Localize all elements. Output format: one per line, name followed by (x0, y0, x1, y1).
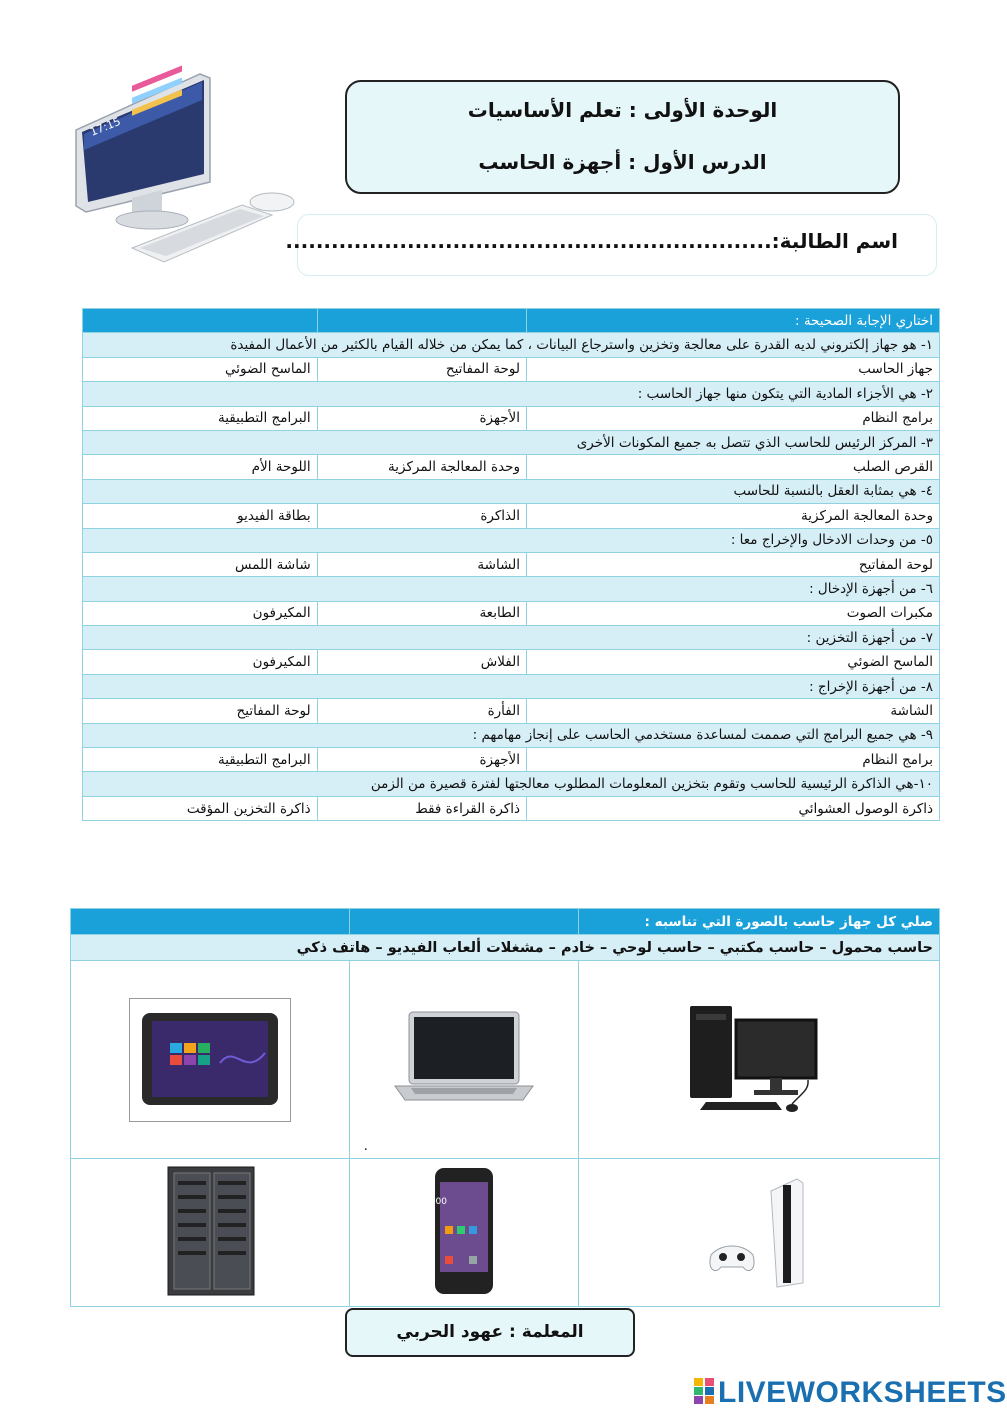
question-text: ١٠-هي الذاكرة الرئيسية للحاسب وتقوم بتخزين المعلومات المطلوب معالجتها لفترة قصيرة من الزمن (83, 772, 940, 796)
answer-option[interactable]: الأجهزة (317, 748, 526, 772)
question-row (83, 626, 940, 650)
answer-option[interactable]: شاشة اللمس (83, 552, 318, 576)
quiz-instruction: اختاري الإجابة الصحيحة : (527, 309, 940, 333)
student-name-field[interactable]: اسم الطالبة:................................................................ (285, 229, 898, 253)
quiz-header-row (83, 309, 940, 333)
word-bank: حاسب محمول – حاسب مكتبي – حاسب لوحي – خادم – مشغلات ألعاب الفيديو – هاتف ذكي (71, 935, 940, 961)
game-console-icon (699, 1171, 819, 1291)
laptop-icon (389, 1008, 539, 1108)
answer-option[interactable]: لوحة المفاتيح (317, 357, 526, 381)
question-row (83, 479, 940, 503)
student-name-box (285, 214, 937, 276)
options-row (83, 601, 940, 625)
image-row-2 (71, 1159, 940, 1307)
brand-logo-text: LIVEWORKSHEETS (718, 1376, 1007, 1409)
answer-option[interactable]: اللوحة الأم (83, 455, 318, 479)
options-row (83, 552, 940, 576)
answer-option[interactable]: الشاشة (527, 699, 940, 723)
mouse-icon (250, 193, 294, 211)
options-row (83, 455, 940, 479)
question-text: ٩- هي جميع البرامج التي صممت لمساعدة مستخدمي الحاسب على إنجاز مهامهم : (83, 723, 940, 747)
question-text: ٥- من وحدات الادخال والإخراج معا : (83, 528, 940, 552)
quiz-table (82, 308, 940, 821)
options-row (83, 406, 940, 430)
question-row (83, 430, 940, 454)
matching-instruction: صلي كل جهاز حاسب بالصورة التي تناسبه : (579, 909, 940, 935)
image-cell-console[interactable] (579, 1159, 940, 1307)
monitor-icon (76, 66, 210, 229)
liveworksheets-logo-icon (694, 1378, 714, 1404)
options-row (83, 796, 940, 820)
answer-option[interactable]: الطابعة (317, 601, 526, 625)
answer-option[interactable]: لوحة المفاتيح (83, 699, 318, 723)
answer-option[interactable]: الذاكرة (317, 504, 526, 528)
image-cell-laptop[interactable] (349, 961, 579, 1159)
options-row (83, 504, 940, 528)
answer-option[interactable]: مكبرات الصوت (527, 601, 940, 625)
answer-option[interactable]: البرامج التطبيقية (83, 748, 318, 772)
answer-option[interactable]: القرص الصلب (527, 455, 940, 479)
image-row-1 (71, 961, 940, 1159)
teacher-box: المعلمة : عهود الحربي (345, 1308, 635, 1357)
answer-option[interactable]: المكيرفون (83, 601, 318, 625)
question-text: ٤- هي بمثابة العقل بالنسبة للحاسب (83, 479, 940, 503)
title-box (345, 80, 900, 194)
answer-option[interactable]: برامج النظام (527, 748, 940, 772)
answer-option[interactable]: وحدة المعالجة المركزية (527, 504, 940, 528)
answer-option[interactable]: ذاكرة التخزين المؤقت (83, 796, 318, 820)
question-text: ١- هو جهاز إلكتروني لديه القدرة على معالجة وتخزين واسترجاع البيانات ، كما يمكن من خلاله القيام بالكثير من الأعمال المفيدة (83, 333, 940, 357)
matching-header-row (71, 909, 940, 935)
question-row (83, 333, 940, 357)
image-cell-tablet[interactable] (71, 961, 350, 1159)
desktop-computer-icon (684, 998, 834, 1118)
answer-option[interactable]: ذاكرة القراءة فقط (317, 796, 526, 820)
answer-option[interactable]: الفأرة (317, 699, 526, 723)
matching-table (70, 908, 940, 1307)
tablet-icon (140, 1003, 280, 1113)
question-text: ٦- من أجهزة الإدخال : (83, 577, 940, 601)
answer-option[interactable]: جهاز الحاسب (527, 357, 940, 381)
answer-option[interactable]: المكيرفون (83, 650, 318, 674)
question-row (83, 674, 940, 698)
computer-illustration (72, 70, 302, 270)
answer-option[interactable]: الشاشة (317, 552, 526, 576)
image-cell-server[interactable] (71, 1159, 350, 1307)
options-row (83, 650, 940, 674)
answer-option[interactable]: الماسح الضوئي (527, 650, 940, 674)
answer-option[interactable]: لوحة المفاتيح (527, 552, 940, 576)
question-row (83, 723, 940, 747)
question-row (83, 382, 940, 406)
answer-option[interactable]: الماسح الضوئي (83, 357, 318, 381)
options-row (83, 748, 940, 772)
answer-option[interactable]: البرامج التطبيقية (83, 406, 318, 430)
unit-title: الوحدة الأولى : تعلم الأساسيات (467, 98, 778, 122)
answer-option[interactable]: الأجهزة (317, 406, 526, 430)
question-text: ٣- المركز الرئيس للحاسب الذي تتصل به جميع المكونات الأخرى (83, 430, 940, 454)
smartphone-icon (426, 1166, 499, 1296)
answer-option[interactable]: وحدة المعالجة المركزية (317, 455, 526, 479)
question-row (83, 772, 940, 796)
options-row (83, 699, 940, 723)
server-rack-icon (160, 1165, 260, 1297)
image-cell-desktop[interactable] (579, 961, 940, 1159)
image-cell-smartphone[interactable] (349, 1159, 579, 1307)
svg-text:17:15: 17:15 (88, 114, 123, 139)
answer-option[interactable]: الفلاش (317, 650, 526, 674)
question-row (83, 577, 940, 601)
question-row (83, 528, 940, 552)
svg-text:8:00: 8:00 (426, 1196, 447, 1207)
answer-option[interactable]: برامج النظام (527, 406, 940, 430)
question-text: ٨- من أجهزة الإخراج : (83, 674, 940, 698)
options-row (83, 357, 940, 381)
question-text: ٧- من أجهزة التخزين : (83, 626, 940, 650)
lesson-title: الدرس الأول : أجهزة الحاسب (478, 150, 767, 174)
answer-option[interactable]: بطاقة الفيديو (83, 504, 318, 528)
word-bank-row (71, 935, 940, 961)
dot-mark: . (363, 1138, 368, 1154)
question-text: ٢- هي الأجزاء المادية التي يتكون منها جهاز الحاسب : (83, 382, 940, 406)
answer-option[interactable]: ذاكرة الوصول العشوائي (527, 796, 940, 820)
